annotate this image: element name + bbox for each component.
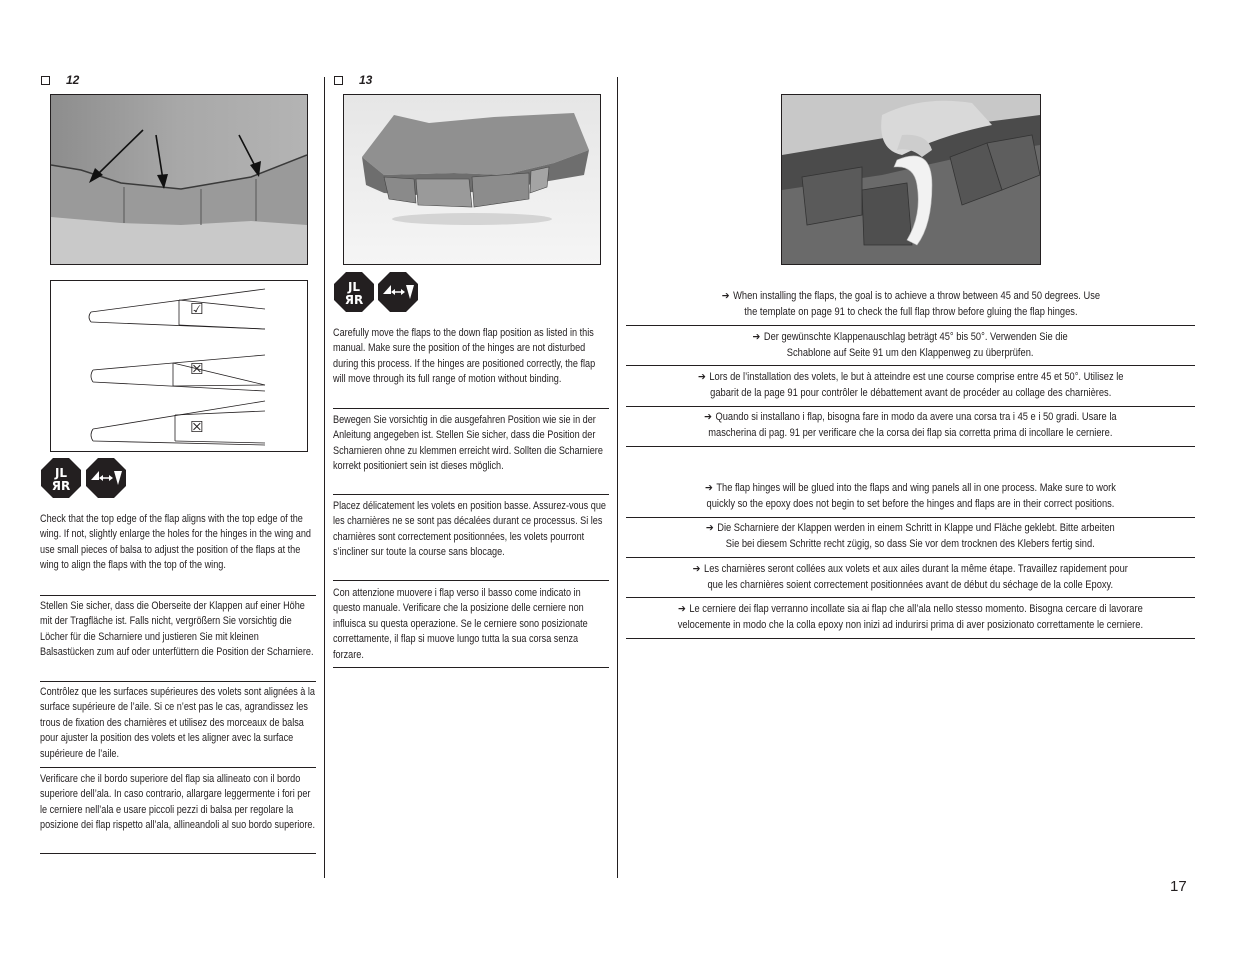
column-divider bbox=[617, 77, 618, 878]
arrow-icon: ➔ bbox=[706, 522, 714, 534]
check-correct: ☑ bbox=[190, 301, 204, 318]
arrow-icon: ➔ bbox=[752, 331, 761, 343]
divider bbox=[626, 597, 1195, 598]
note-1-it: ➔ Quando si installano i flap, bisogna fare in modo da avere una corsa tra i 45 e i 50 gradi. Usare la mascherina di pag. 91 per verificare che la corsa dei flap sia corretta prima di incollare le cerniere. bbox=[704, 411, 1117, 439]
svg-text:ЯR: ЯR bbox=[51, 479, 71, 493]
divider bbox=[626, 406, 1195, 407]
glue-hinge-icon bbox=[334, 272, 374, 312]
divider bbox=[626, 325, 1195, 326]
divider bbox=[626, 517, 1195, 518]
flap-throw-icon bbox=[86, 458, 126, 498]
step-13-checkbox[interactable] bbox=[334, 76, 343, 85]
divider bbox=[626, 557, 1195, 558]
step-12-text-de: Stellen Sie sicher, dass die Oberseite der Klappen auf einer Höhe mit der Tragfläche ist. Falls nicht, vergrößern Sie vorsichtig die Löcher für die Scharniere und justieren Sie mit kleinen Balsastücken zum auf oder unterfüttern die Position der Scharniere. bbox=[40, 600, 314, 659]
divider bbox=[626, 365, 1195, 366]
divider bbox=[333, 580, 609, 581]
step-12-checkbox[interactable] bbox=[41, 76, 50, 85]
step-12-text-fr: Contrôlez que les surfaces supérieures des volets sont alignées à la surface supérieure de l’aile. Si ce n’est pas le cas, agrandissez les trous de fixation des charnières et utilisez des morceaux de balsa pour ajuster la position des volets et les aligner avec la surface supérieure de l’aile. bbox=[40, 686, 315, 760]
divider bbox=[626, 638, 1195, 639]
step-12-photo bbox=[50, 94, 308, 265]
step-12-number: 12 bbox=[66, 73, 80, 87]
divider bbox=[40, 853, 316, 854]
arrow-icon: ➔ bbox=[721, 290, 730, 302]
arrow-icon: ➔ bbox=[678, 603, 686, 615]
arrow-icon: ➔ bbox=[705, 482, 713, 494]
note-2-fr: ➔ Les charnières seront collées aux volets et aux ailes durant la même étape. Travaillez rapidement pour que les charnières soient correctement positionnées avant de début du séchage de la colle Epoxy. bbox=[692, 563, 1129, 591]
step-13-number: 13 bbox=[359, 73, 373, 87]
note-2-en: ➔ The flap hinges will be glued into the flaps and wing panels all in one process. Make sure to work quickly so the epoxy does not begin to set before the hinges and flaps are in their correct positions. bbox=[705, 482, 1116, 510]
arrow-icon: ➔ bbox=[704, 411, 713, 423]
divider bbox=[626, 446, 1195, 447]
svg-text:ЯR: ЯR bbox=[344, 293, 364, 307]
page-number: 17 bbox=[1170, 878, 1187, 895]
divider bbox=[333, 667, 609, 668]
step-13-photo bbox=[343, 94, 601, 265]
arrow-icon: ➔ bbox=[692, 563, 701, 575]
check-incorrect-1: ☒ bbox=[190, 361, 204, 378]
note-1-fr: ➔ Lors de l’installation des volets, le but à atteindre est une course comprise entre 45 et 50°. Utilisez le gabarit de la page 91 pour contrôler le débattement avant de procéder au collage des charnières. bbox=[697, 371, 1124, 399]
step-13-text-en: Carefully move the flaps to the down flap position as listed in this manual. Make sure the position of the hinges are not disturbed during this process. If the hinges are positioned correctly, the flap will move through its full range of motion without binding. bbox=[333, 327, 596, 386]
note-1-de: ➔ Der gewünschte Klappenauschlag beträgt 45° bis 50°. Verwenden Sie die Schablone auf Seite 91 um den Klappenweg zu überprüfen. bbox=[752, 331, 1069, 359]
arrow-icon: ➔ bbox=[697, 371, 706, 383]
step-12-text-it: Verificare che il bordo superiore del flap sia allineato con il bordo superiore dell’ala. In caso contrario, allargare leggermente i fori per le cerniere nell’ala e usare piccoli pezzi di balsa per regolare la posizione dei flap rispetto all’ala, allineandoli al suo bordo superiore. bbox=[40, 773, 316, 832]
column-divider bbox=[324, 77, 325, 878]
divider bbox=[40, 681, 316, 682]
glue-hinge-icon bbox=[41, 458, 81, 498]
step-13-text-de: Bewegen Sie vorsichtig in die ausgefahren Position wie sie in der Anleitung angegeben ist. Stellen Sie sicher, dass die Position der Scharnieren ohne zu klemmen erreicht wird. Sollten die Scharniere korrekt positioniert sein ist dieses möglich. bbox=[333, 414, 603, 473]
divider bbox=[40, 595, 316, 596]
svg-text:JL: JL bbox=[347, 280, 361, 294]
note-2-it: ➔ Le cerniere dei flap verranno incollate sia ai flap che all’ala nello stesso momento. Bisogna cercare di lavorare velocemente in modo che la colla epoxy non inizi ad indurirsi prima di aver posizionato correttamente le cerniere. bbox=[677, 603, 1144, 631]
divider bbox=[333, 408, 609, 409]
note-2-de: ➔ Die Scharniere der Klappen werden in einem Schritt in Klappe und Fläche geklebt. Bitte arbeiten Sie bei diesem Schritte recht zügig, so dass Sie vor dem trocknen des Klebers fertig sind. bbox=[706, 522, 1115, 550]
check-incorrect-2: ☒ bbox=[190, 419, 204, 436]
svg-text:JL: JL bbox=[54, 466, 68, 480]
divider bbox=[333, 494, 609, 495]
divider bbox=[40, 767, 316, 768]
note-1-en: ➔ When installing the flaps, the goal is to achieve a throw between 45 and 50 degrees. Use the template on page 91 to check the full flap throw before gluing the flap hinges. bbox=[721, 290, 1100, 318]
hinge-install-photo bbox=[781, 94, 1041, 265]
step-12-text-en: Check that the top edge of the flap aligns with the top edge of the wing. If not, slightly enlarge the holes for the hinges in the wing and use small pieces of balsa to adjust the position of the flaps at the wing to align the flaps with the top of the wing. bbox=[40, 513, 311, 572]
step-13-text-it: Con attenzione muovere i flap verso il basso come indicato in questo manuale. Verificare che la posizione delle cerniere non influisca su questa operazione. Se le cerniere sono posizionate correttamente, il flap si muove lungo tutta la sua corsa senza forzare. bbox=[333, 587, 588, 661]
flap-throw-icon bbox=[378, 272, 418, 312]
flap-alignment-diagram bbox=[50, 280, 308, 452]
step-13-text-fr: Placez délicatement les volets en position basse. Assurez-vous que les charnières ne se sont pas décalées durant ce processus. Si les charnières sont correctement positionnées, les volets pourront s’incliner sur toute la course sans blocage. bbox=[333, 500, 606, 559]
